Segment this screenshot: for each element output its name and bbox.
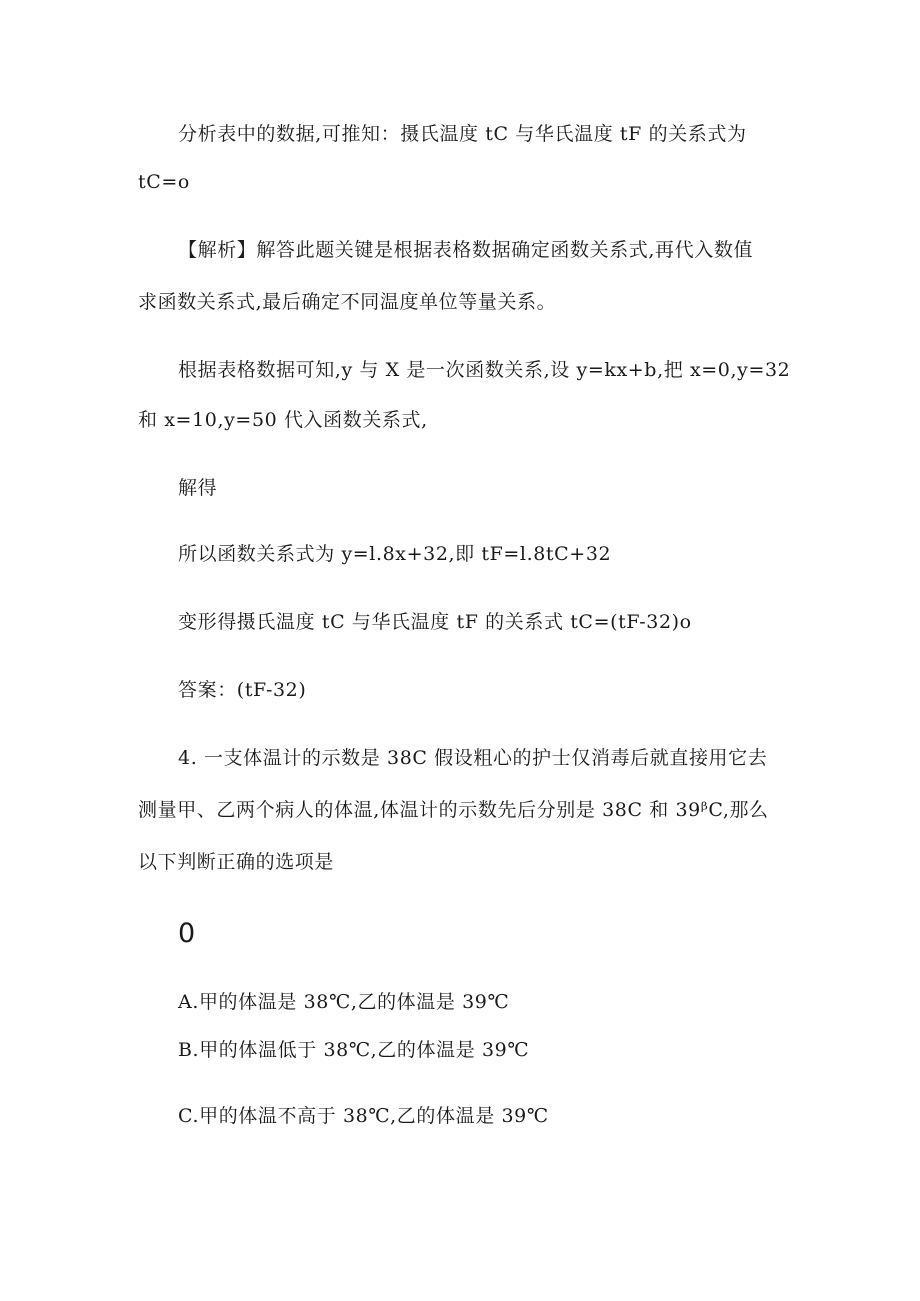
- table-analysis-line-1: 根据表格数据可知,y 与 X 是一次函数关系,设 y=kx+b,把 x=0,y=32: [178, 359, 791, 381]
- option-c: C.甲的体温不高于 38℃,乙的体温是 39℃: [178, 1105, 549, 1127]
- option-a: A.甲的体温是 38℃,乙的体温是 39℃: [178, 991, 510, 1013]
- solution-line-2: 求函数关系式,最后确定不同温度单位等量关系。: [138, 291, 557, 313]
- transform-line: 变形得摄氏温度 tC 与华氏温度 tF 的关系式 tC=(tF-32)o: [178, 611, 692, 633]
- answer-line: 答案：(tF-32): [178, 679, 307, 701]
- question-4-line-1: 4. 一支体温计的示数是 38C 假设粗心的护士仅消毒后就直接用它去: [178, 747, 768, 769]
- function-relation-line: 所以函数关系式为 y=l.8x+32,即 tF=l.8tC+32: [178, 543, 612, 565]
- solve-label: 解得: [178, 477, 218, 499]
- question-4-line-2: 测量甲、乙两个病人的体温,体温计的示数先后分别是 38C 和 39ᵝC,那么: [138, 799, 769, 821]
- solution-line-1: 【解析】解答此题关键是根据表格数据确定函数关系式,再代入数值: [178, 239, 754, 261]
- question-4-line-3: 以下判断正确的选项是: [138, 851, 335, 873]
- answer-bracket-zero: 0: [178, 918, 196, 949]
- option-b: B.甲的体温低于 38℃,乙的体温是 39℃: [178, 1039, 530, 1061]
- table-analysis-line-2: 和 x=10,y=50 代入函数关系式,: [138, 409, 428, 431]
- tc-blank-line: tC=o: [138, 171, 190, 193]
- analysis-intro-line: 分析表中的数据,可推知：摄氏温度 tC 与华氏温度 tF 的关系式为: [178, 123, 747, 145]
